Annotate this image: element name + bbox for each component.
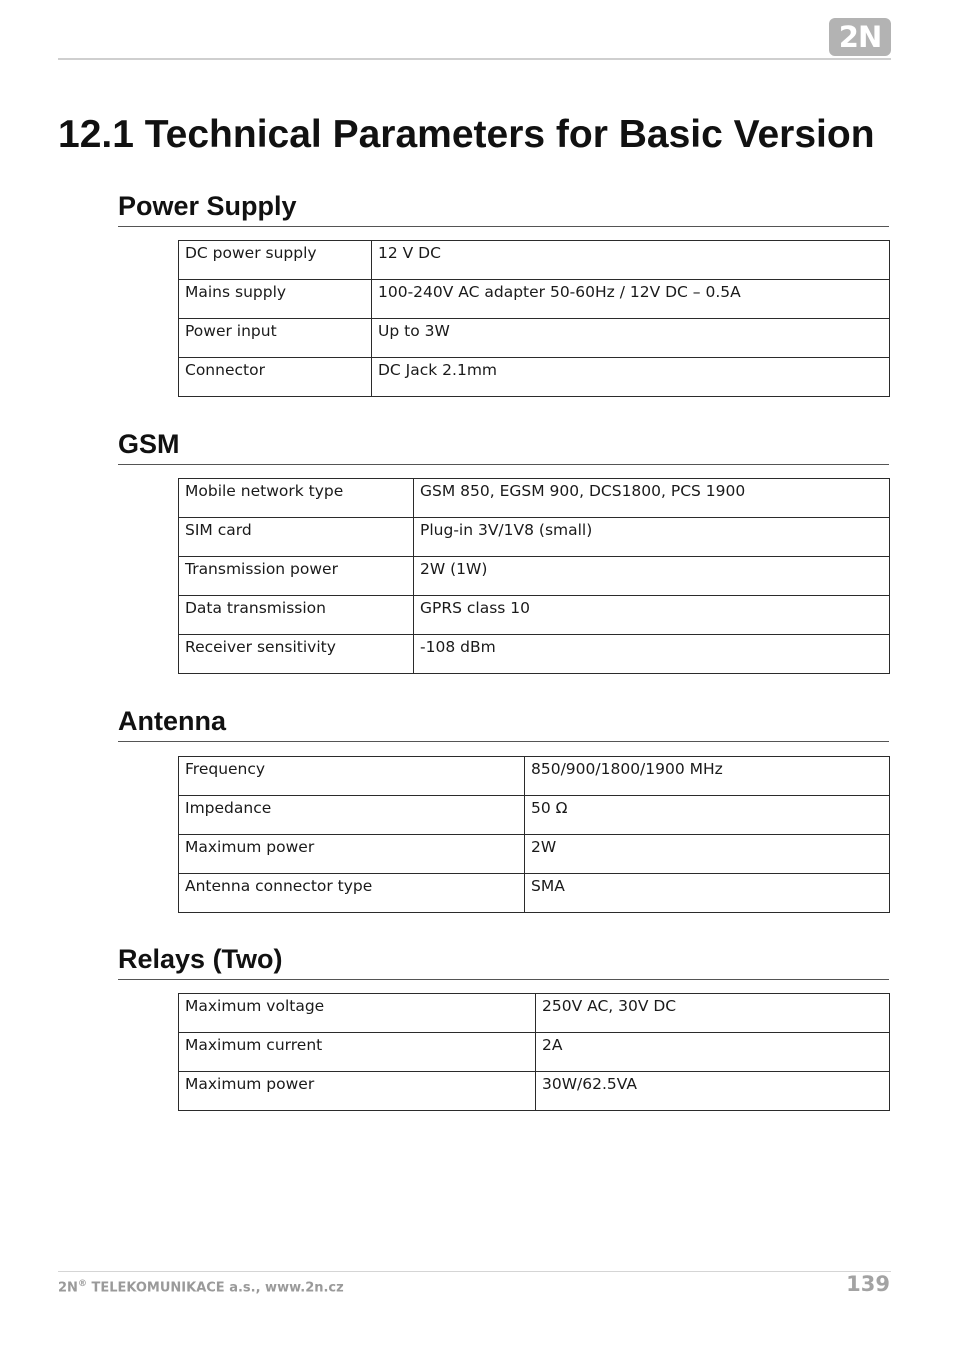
header-rule — [58, 58, 891, 60]
param-name: Receiver sensitivity — [179, 635, 414, 674]
table-row — [179, 757, 890, 796]
table-row — [179, 1072, 890, 1111]
table-row — [179, 319, 890, 358]
brand-logo: 2N — [829, 18, 891, 56]
section-heading-antenna: Antenna — [118, 705, 889, 742]
param-name: Power input — [179, 319, 372, 358]
param-value: DC Jack 2.1mm — [372, 358, 890, 397]
footer-rule — [58, 1271, 891, 1272]
param-value: 50 Ω — [525, 796, 890, 835]
table-gsm — [178, 478, 890, 674]
footer-company-text: TELEKOMUNIKACE a.s., www.2n.cz — [86, 1280, 344, 1296]
param-value: Up to 3W — [372, 319, 890, 358]
table-row — [179, 479, 890, 518]
param-value: 850/900/1800/1900 MHz — [525, 757, 890, 796]
table-row — [179, 518, 890, 557]
param-value: 30W/62.5VA — [536, 1072, 890, 1111]
section-heading-relays: Relays (Two) — [118, 943, 889, 980]
param-value: -108 dBm — [414, 635, 890, 674]
table-row — [179, 557, 890, 596]
param-name: Maximum power — [179, 1072, 536, 1111]
table-row — [179, 635, 890, 674]
param-name: Mains supply — [179, 280, 372, 319]
param-name: Maximum voltage — [179, 994, 536, 1033]
section-heading-power-supply: Power Supply — [118, 190, 889, 227]
page-number: 139 — [846, 1272, 890, 1296]
table-row — [179, 280, 890, 319]
param-name: Transmission power — [179, 557, 414, 596]
table-row — [179, 874, 890, 913]
param-value: GPRS class 10 — [414, 596, 890, 635]
registered-mark: ® — [77, 1279, 87, 1289]
param-name: Connector — [179, 358, 372, 397]
table-row — [179, 358, 890, 397]
param-value: GSM 850, EGSM 900, DCS1800, PCS 1900 — [414, 479, 890, 518]
table-row — [179, 796, 890, 835]
table-row — [179, 596, 890, 635]
table-power-supply — [178, 240, 890, 397]
section-heading-gsm: GSM — [118, 428, 889, 465]
param-value: SMA — [525, 874, 890, 913]
param-name: Antenna connector type — [179, 874, 525, 913]
param-name: Impedance — [179, 796, 525, 835]
param-name: DC power supply — [179, 241, 372, 280]
param-value: 250V AC, 30V DC — [536, 994, 890, 1033]
footer-company — [58, 1279, 344, 1295]
table-relays — [178, 993, 890, 1111]
param-name: Maximum current — [179, 1033, 536, 1072]
page-title: 12.1 Technical Parameters for Basic Version — [58, 113, 875, 156]
param-name: Frequency — [179, 757, 525, 796]
table-row — [179, 835, 890, 874]
param-value: 2A — [536, 1033, 890, 1072]
param-name: Data transmission — [179, 596, 414, 635]
table-antenna — [178, 756, 890, 913]
table-row — [179, 1033, 890, 1072]
param-name: Mobile network type — [179, 479, 414, 518]
param-name: Maximum power — [179, 835, 525, 874]
param-value: 2W — [525, 835, 890, 874]
param-name: SIM card — [179, 518, 414, 557]
param-value: 12 V DC — [372, 241, 890, 280]
param-value: Plug-in 3V/1V8 (small) — [414, 518, 890, 557]
table-row — [179, 241, 890, 280]
param-value: 100-240V AC adapter 50-60Hz / 12V DC – 0.5A — [372, 280, 890, 319]
footer-brand: 2N — [58, 1280, 78, 1296]
param-value: 2W (1W) — [414, 557, 890, 596]
table-row — [179, 994, 890, 1033]
